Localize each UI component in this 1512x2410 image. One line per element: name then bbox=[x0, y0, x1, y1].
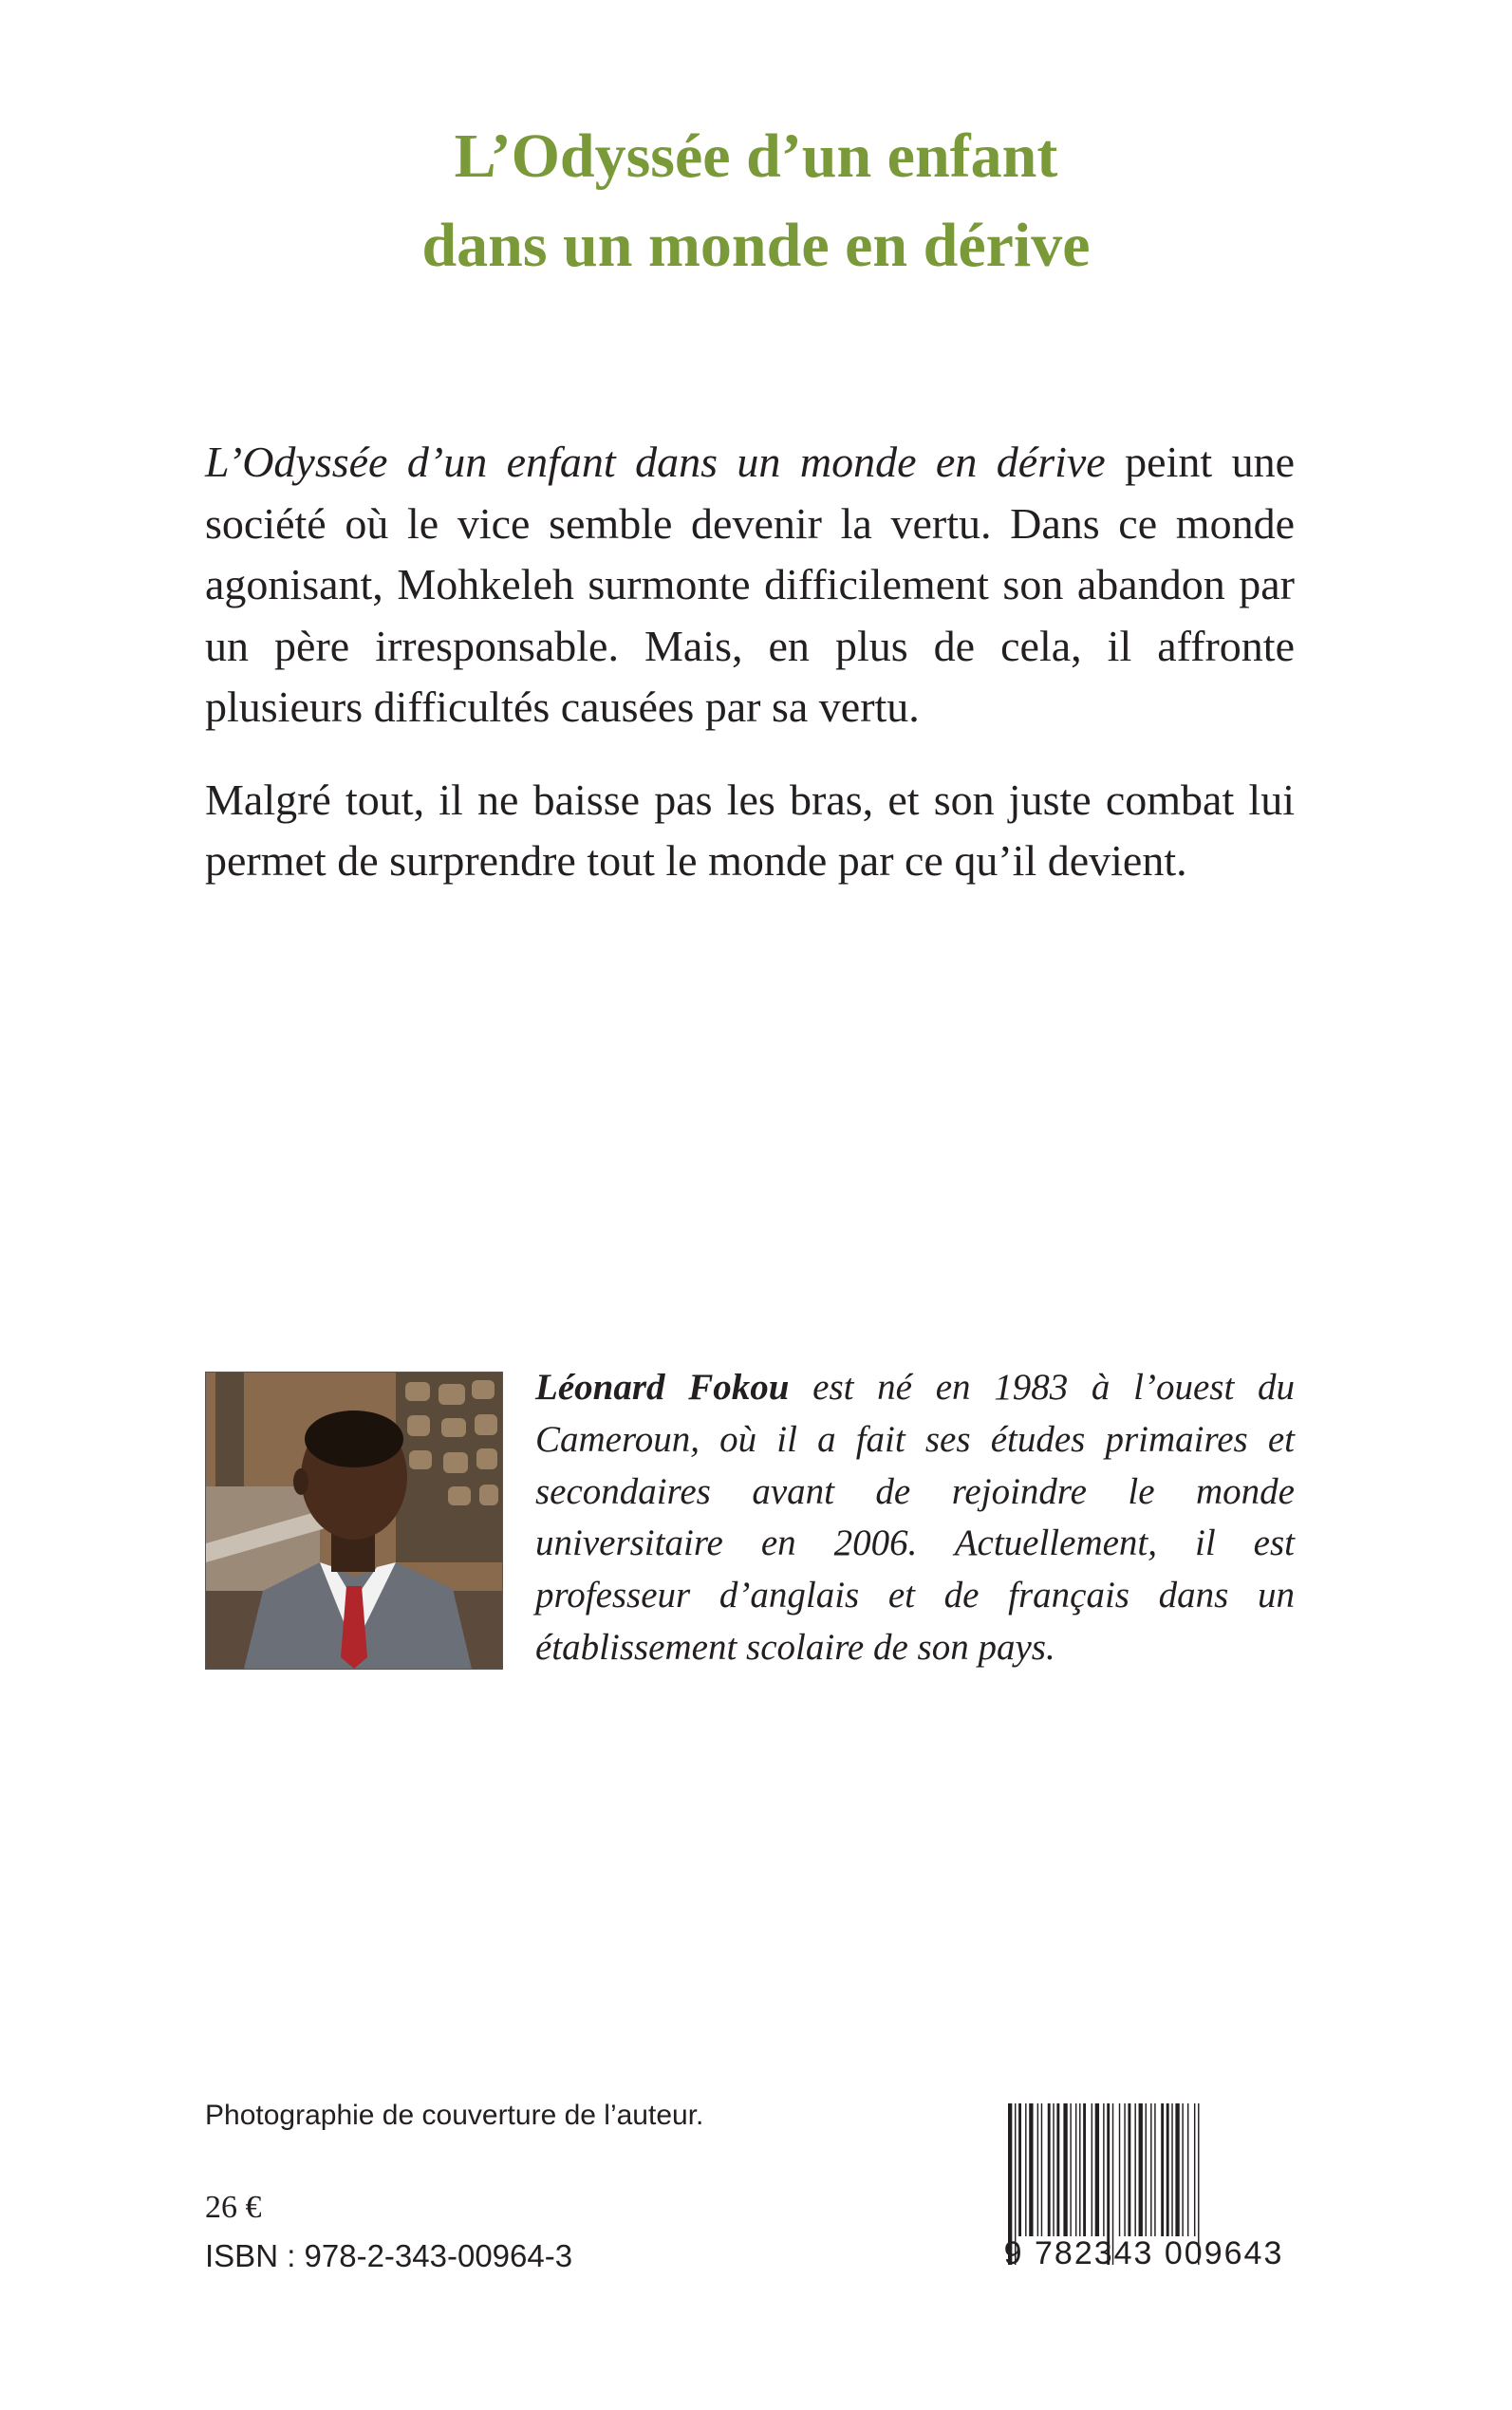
barcode-digits: 9 782343 009643 bbox=[1003, 2235, 1284, 2271]
barcode-bar bbox=[1150, 2103, 1151, 2236]
barcode-bar bbox=[1175, 2103, 1179, 2236]
barcode-bar bbox=[1103, 2103, 1104, 2236]
isbn: ISBN : 978-2-343-00964-3 bbox=[205, 2238, 573, 2273]
author-name: Léonard Fokou bbox=[535, 1367, 790, 1408]
barcode-bar bbox=[1041, 2103, 1042, 2236]
barcode-bar bbox=[1079, 2103, 1080, 2236]
barcode-bar bbox=[1083, 2103, 1086, 2236]
barcode-bar bbox=[1124, 2103, 1125, 2236]
barcode-bar bbox=[1171, 2103, 1172, 2236]
barcode-bar bbox=[1128, 2103, 1130, 2236]
book-title-line-1: L’Odyssée d’un enfant bbox=[454, 121, 1058, 191]
barcode-bar bbox=[1095, 2103, 1099, 2236]
author-bio bbox=[535, 1362, 1295, 1674]
barcode-bar bbox=[1134, 2103, 1135, 2236]
blurb-paragraph-2: Malgré tout, il ne baisse pas les bras, et son juste combat lui permet de surprendre tout le monde par ce qu’il devient. bbox=[205, 775, 1295, 885]
blurb-paragraph-1-text: peint une société où le vice semble devenir la vertu. Dans ce monde agonisant, Mohkeleh surmonte difficilement son abandon par un père irresponsable. Mais, en plus de cela, il affronte plusieurs difficultés causées par sa vertu. bbox=[205, 438, 1295, 731]
barcode-bar bbox=[1018, 2103, 1021, 2236]
blurb-book-name: L’Odyssée d’un enfant dans un monde en dérive bbox=[205, 438, 1106, 486]
barcode-bar bbox=[1070, 2103, 1071, 2236]
photo-credit: Photographie de couverture de l’auteur. bbox=[205, 2100, 704, 2131]
barcode-bar bbox=[1119, 2103, 1120, 2236]
barcode-bar bbox=[1194, 2103, 1195, 2236]
barcode-bar bbox=[1056, 2103, 1059, 2236]
barcode-bar bbox=[1048, 2103, 1051, 2236]
author-photo bbox=[205, 1372, 503, 1670]
barcode-bar bbox=[1037, 2103, 1038, 2236]
barcode-bar bbox=[1154, 2103, 1155, 2236]
book-title bbox=[0, 112, 1512, 290]
barcode-bar bbox=[1187, 2103, 1188, 2236]
barcode-bar bbox=[1167, 2103, 1169, 2236]
barcode-bar bbox=[1182, 2103, 1183, 2236]
barcode-bar bbox=[1063, 2103, 1067, 2236]
barcode-bar bbox=[1025, 2103, 1026, 2236]
book-title-line-2: dans un monde en dérive bbox=[421, 211, 1091, 280]
barcode-bar bbox=[1161, 2103, 1164, 2236]
barcode-bar bbox=[1075, 2103, 1076, 2236]
price: 26 € bbox=[205, 2190, 262, 2225]
barcode-bar bbox=[1139, 2103, 1143, 2236]
book-blurb bbox=[205, 432, 1295, 892]
author-bio-text: est né en 1983 à l’ouest du Cameroun, où il a fait ses études primaires et secondaires avant de rejoindre le monde universitaire en 2006. Actuellement, il est professeur d’anglais et de français dans un établissement scolaire de son pays. bbox=[535, 1367, 1296, 1668]
barcode-bar bbox=[1146, 2103, 1147, 2236]
blurb-paragraph-1 bbox=[205, 432, 1295, 738]
barcode-bar bbox=[1029, 2103, 1033, 2236]
barcode-bar bbox=[1053, 2103, 1054, 2236]
